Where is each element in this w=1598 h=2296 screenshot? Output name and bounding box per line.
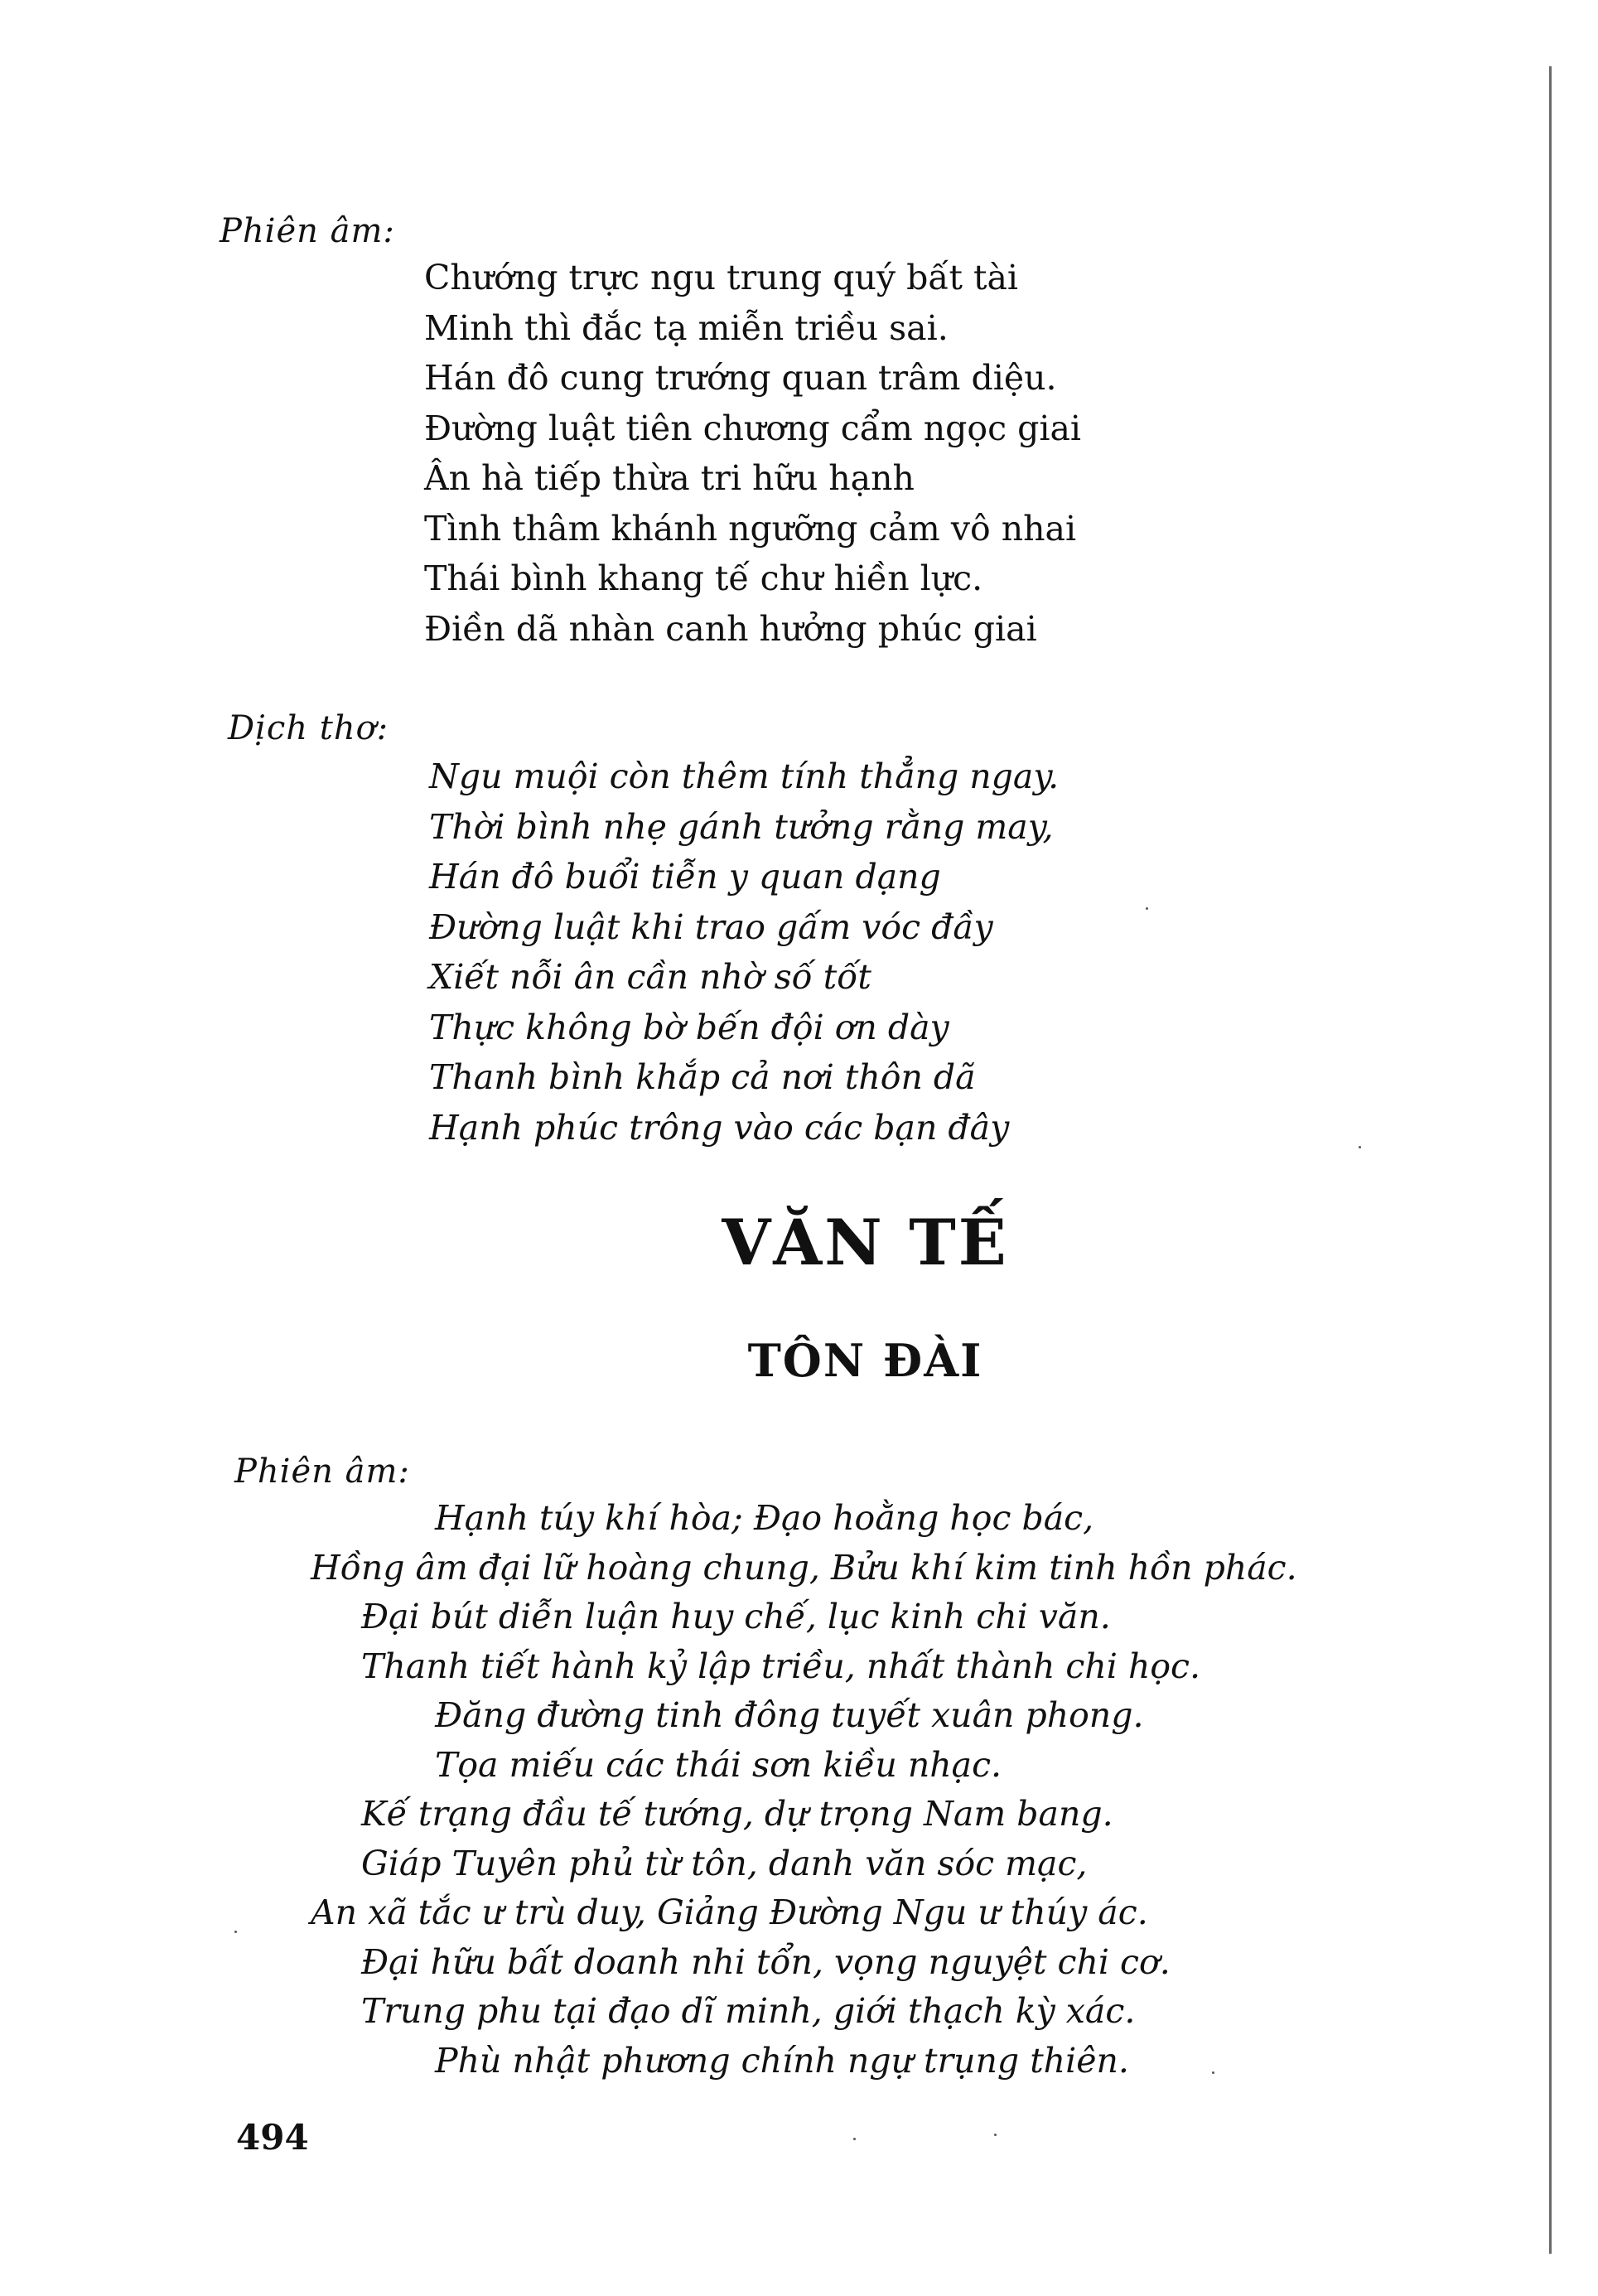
section-subtitle: TÔN ĐÀI xyxy=(747,1334,983,1387)
poem-line: Hạnh phúc trông vào các bạn đây xyxy=(429,1107,1010,1148)
dich-tho-label: Dịch thơ: xyxy=(228,709,389,747)
page-number: 494 xyxy=(236,2117,309,2158)
page-edge-rule xyxy=(1549,66,1552,2254)
poem-line: Xiết nỗi ân cần nhờ số tốt xyxy=(429,957,871,997)
poem-line: Hán đô buổi tiễn y quan dạng xyxy=(429,857,941,897)
scan-speck xyxy=(994,2134,997,2136)
prose-line-4: Đăng đường tinh đông tuyết xuân phong. xyxy=(435,1695,1144,1735)
prose-line-6: Kế trạng đầu tế tướng, dự trọng Nam bang. xyxy=(361,1794,1113,1834)
scan-speck xyxy=(1212,2071,1214,2074)
poem-line: Minh thì đắc tạ miễn triều sai. xyxy=(424,307,949,348)
poem-line: Ân hà tiếp thừa tri hữu hạnh xyxy=(424,458,915,498)
poem-line: Thái bình khang tế chư hiền lực. xyxy=(424,558,983,598)
poem-line: Thực không bờ bến đội ơn dày xyxy=(429,1007,949,1047)
prose-line-8: An xã tắc ư trù duy, Giảng Đường Ngu ư thúy ác. xyxy=(311,1892,1148,1932)
prose-line-10: Trung phu tại đạo dĩ minh, giới thạch kỳ xác. xyxy=(361,1991,1136,2031)
poem-line: Hán đô cung trướng quan trâm diệu. xyxy=(424,358,1057,398)
phien-am-label-1: Phiên âm: xyxy=(220,212,395,250)
prose-line-0: Hạnh túy khí hòa; Đạo hoằng học bác, xyxy=(435,1498,1094,1538)
prose-line-9: Đại hữu bất doanh nhi tổn, vọng nguyệt chi cơ. xyxy=(361,1942,1171,1982)
poem-line: Chướng trực ngu trung quý bất tài xyxy=(424,258,1019,297)
scan-speck xyxy=(234,1931,237,1933)
poem-line: Ngu muội còn thêm tính thẳng ngay. xyxy=(429,756,1060,796)
poem-line: Đường luật tiên chương cẩm ngọc giai xyxy=(424,408,1082,448)
prose-line-7: Giáp Tuyên phủ từ tôn, danh văn sóc mạc, xyxy=(361,1844,1088,1883)
scan-speck xyxy=(1359,1146,1361,1148)
poem-line: Thời bình nhẹ gánh tưởng rằng may, xyxy=(429,806,1054,847)
section-title: VĂN TẾ xyxy=(722,1206,1009,1279)
poem-line: Thanh bình khắp cả nơi thôn dã xyxy=(429,1057,976,1097)
scan-speck xyxy=(1146,907,1148,910)
prose-line-2: Đại bút diễn luận huy chế, lục kinh chi văn. xyxy=(361,1597,1111,1636)
poem-line: Điền dã nhàn canh hưởng phúc giai xyxy=(424,608,1037,649)
prose-line-3: Thanh tiết hành kỷ lập triều, nhất thành chi học. xyxy=(361,1646,1201,1686)
scan-speck xyxy=(853,2138,856,2140)
prose-line-1: Hồng âm đại lữ hoàng chung, Bửu khí kim tinh hồn phác. xyxy=(311,1548,1297,1588)
prose-line-11: Phù nhật phương chính ngự trụng thiên. xyxy=(435,2041,1129,2081)
poem-line: Tình thâm khánh ngưỡng cảm vô nhai xyxy=(424,508,1077,549)
dich-tho-poem xyxy=(429,752,1059,1153)
poem-line: Đường luật khi trao gấm vóc đầy xyxy=(429,906,993,947)
phien-am-poem-1 xyxy=(424,253,1081,654)
phien-am-label-2: Phiên âm: xyxy=(234,1453,410,1491)
prose-line-5: Tọa miếu các thái sơn kiều nhạc. xyxy=(435,1745,1002,1785)
